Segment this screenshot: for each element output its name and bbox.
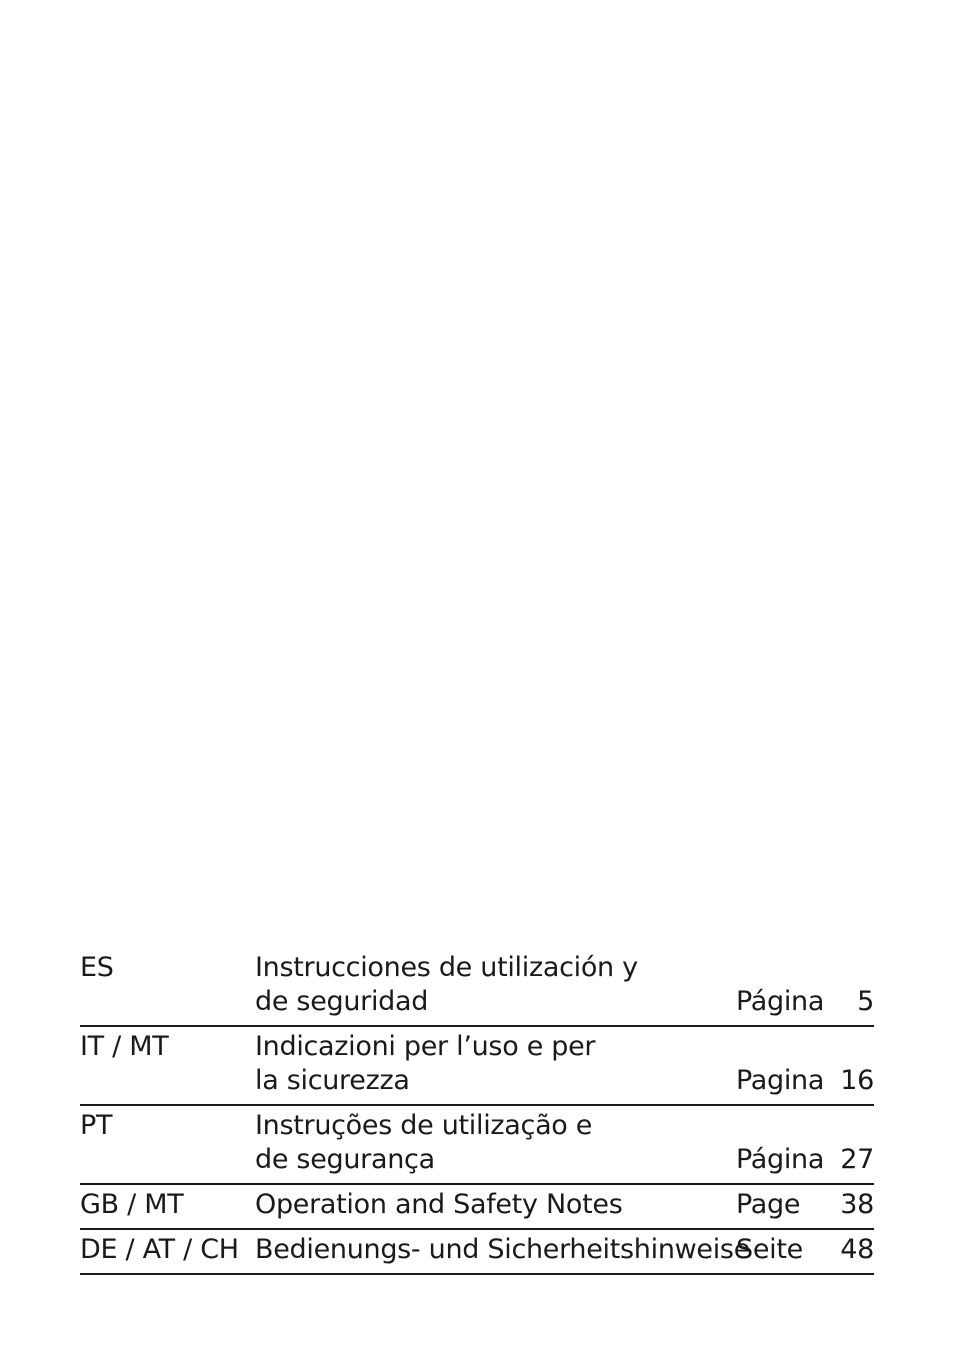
toc-row-es[interactable]	[80, 948, 874, 1027]
page-label: Página	[736, 1144, 825, 1175]
page-label: Página	[736, 986, 825, 1017]
page-number: 48	[840, 1234, 874, 1265]
section-title-line: la sicurezza	[255, 1065, 410, 1096]
toc-row-it-mt[interactable]	[80, 1027, 874, 1106]
language-code: DE / AT / CH	[80, 1234, 239, 1265]
section-title-line: Bedienungs- und Sicherheitshinweise	[255, 1234, 751, 1265]
section-title	[255, 951, 638, 1019]
toc-row-pt[interactable]	[80, 1106, 874, 1185]
page-number: 27	[840, 1144, 874, 1175]
page-label: Pagina	[736, 1065, 825, 1096]
page-number: 16	[840, 1065, 874, 1096]
toc-row-de-at-ch[interactable]	[80, 1230, 874, 1275]
section-title-line: Instruções de utilização e	[255, 1110, 593, 1141]
section-title	[255, 1233, 750, 1267]
language-code: ES	[80, 952, 114, 983]
section-title	[255, 1109, 592, 1177]
language-code: GB / MT	[80, 1189, 184, 1220]
section-title-line: Indicazioni per l’uso e per	[255, 1031, 596, 1062]
section-title-line: Instrucciones de utilización y	[255, 952, 638, 983]
section-title-line: Operation and Safety Notes	[255, 1189, 623, 1220]
section-title-line: de segurança	[255, 1144, 435, 1175]
page-label: Page	[736, 1189, 801, 1220]
section-title-line: de seguridad	[255, 986, 429, 1017]
language-code: IT / MT	[80, 1031, 169, 1062]
section-title	[255, 1188, 622, 1222]
page-label: Seite	[736, 1234, 803, 1265]
page-number: 38	[840, 1189, 874, 1220]
section-title	[255, 1030, 595, 1098]
language-code: PT	[80, 1110, 113, 1141]
table-of-contents	[80, 948, 874, 1275]
page-number: 5	[857, 986, 874, 1017]
toc-row-gb-mt[interactable]	[80, 1185, 874, 1230]
